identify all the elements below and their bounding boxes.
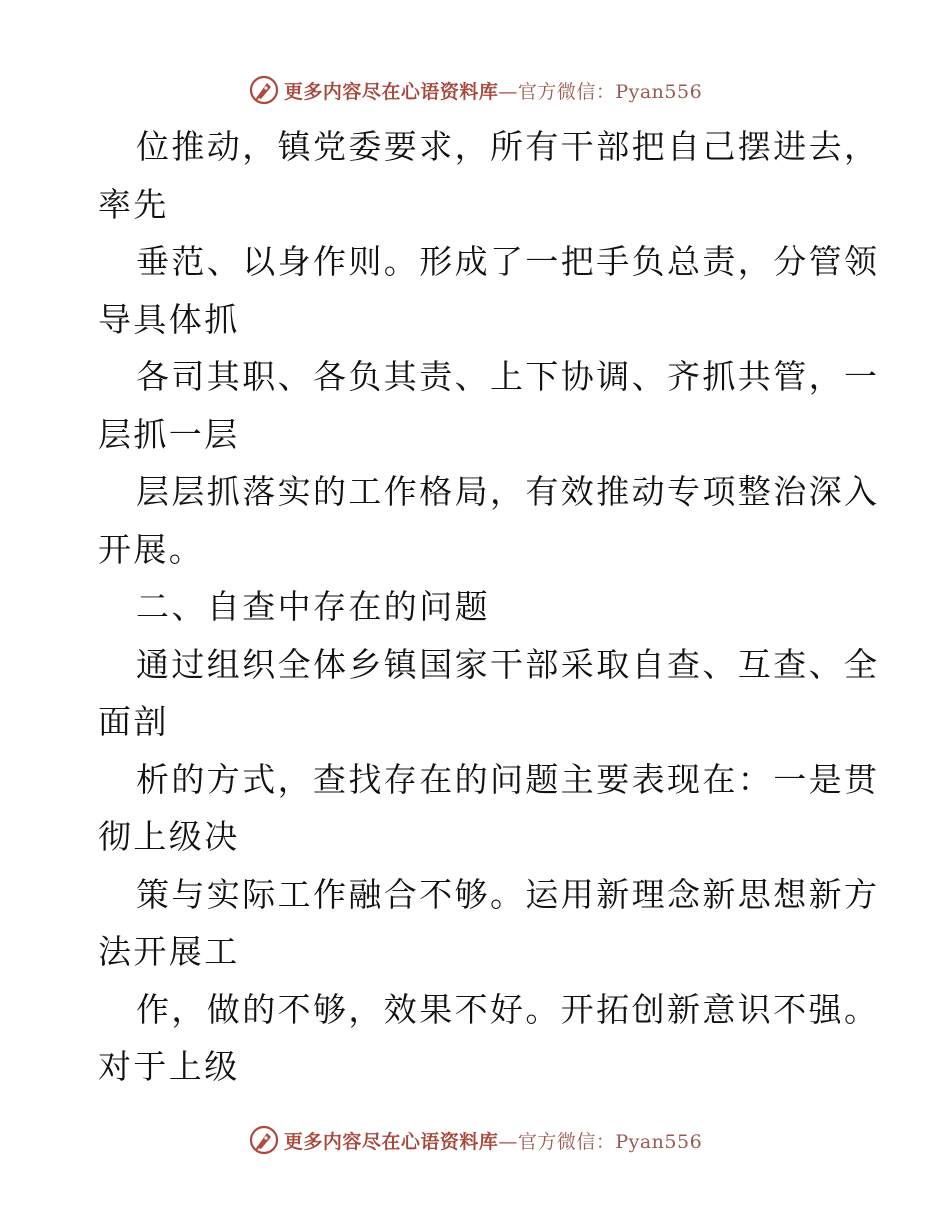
text-line: 位推动，镇党委要求，所有干部把自己摆进去，	[136, 127, 880, 166]
pen-nib-logo-icon	[248, 1124, 280, 1156]
pen-nib-logo-icon	[248, 74, 280, 106]
footer-banner-text	[284, 1127, 702, 1154]
footer-banner-contact: 官方微信：Pyan556	[517, 1130, 703, 1153]
document-body	[98, 118, 880, 1096]
header-banner-main: 更多内容尽在心语资料库	[283, 80, 499, 103]
text-line: 彻上级决	[98, 817, 240, 856]
text-line: 各司其职、各负其责、上下协调、齐抓共管，一	[136, 357, 880, 396]
text-line: 通过组织全体乡镇国家干部采取自查、互查、全	[136, 644, 880, 684]
footer-banner	[0, 1120, 950, 1160]
text-line: 对于上级	[98, 1047, 240, 1086]
header-banner	[0, 70, 950, 110]
text-line: 率先	[98, 184, 169, 224]
text-line: 作，做的不够，效果不好。开拓创新意识不强。	[136, 989, 880, 1029]
header-banner-contact: 官方微信：Pyan556	[517, 80, 703, 103]
footer-banner-separator: —	[498, 1130, 518, 1153]
text-line: 二、自查中存在的问题	[136, 587, 490, 626]
text-line: 面剖	[98, 702, 169, 741]
text-line: 层层抓落实的工作格局，有效推动专项整治深入	[136, 472, 880, 511]
text-line: 策与实际工作融合不够。运用新理念新思想新方	[136, 874, 880, 914]
text-line: 法开展工	[98, 932, 240, 971]
header-banner-separator: —	[498, 80, 518, 103]
text-line: 开展。	[98, 529, 205, 569]
header-banner-text	[284, 77, 702, 104]
text-line: 层抓一层	[98, 414, 240, 454]
text-line: 析的方式，查找存在的问题主要表现在：一是贯	[136, 759, 880, 799]
footer-banner-main: 更多内容尽在心语资料库	[283, 1130, 499, 1153]
text-line: 导具体抓	[98, 299, 240, 339]
text-line: 垂范、以身作则。形成了一把手负总责，分管领	[136, 242, 880, 281]
